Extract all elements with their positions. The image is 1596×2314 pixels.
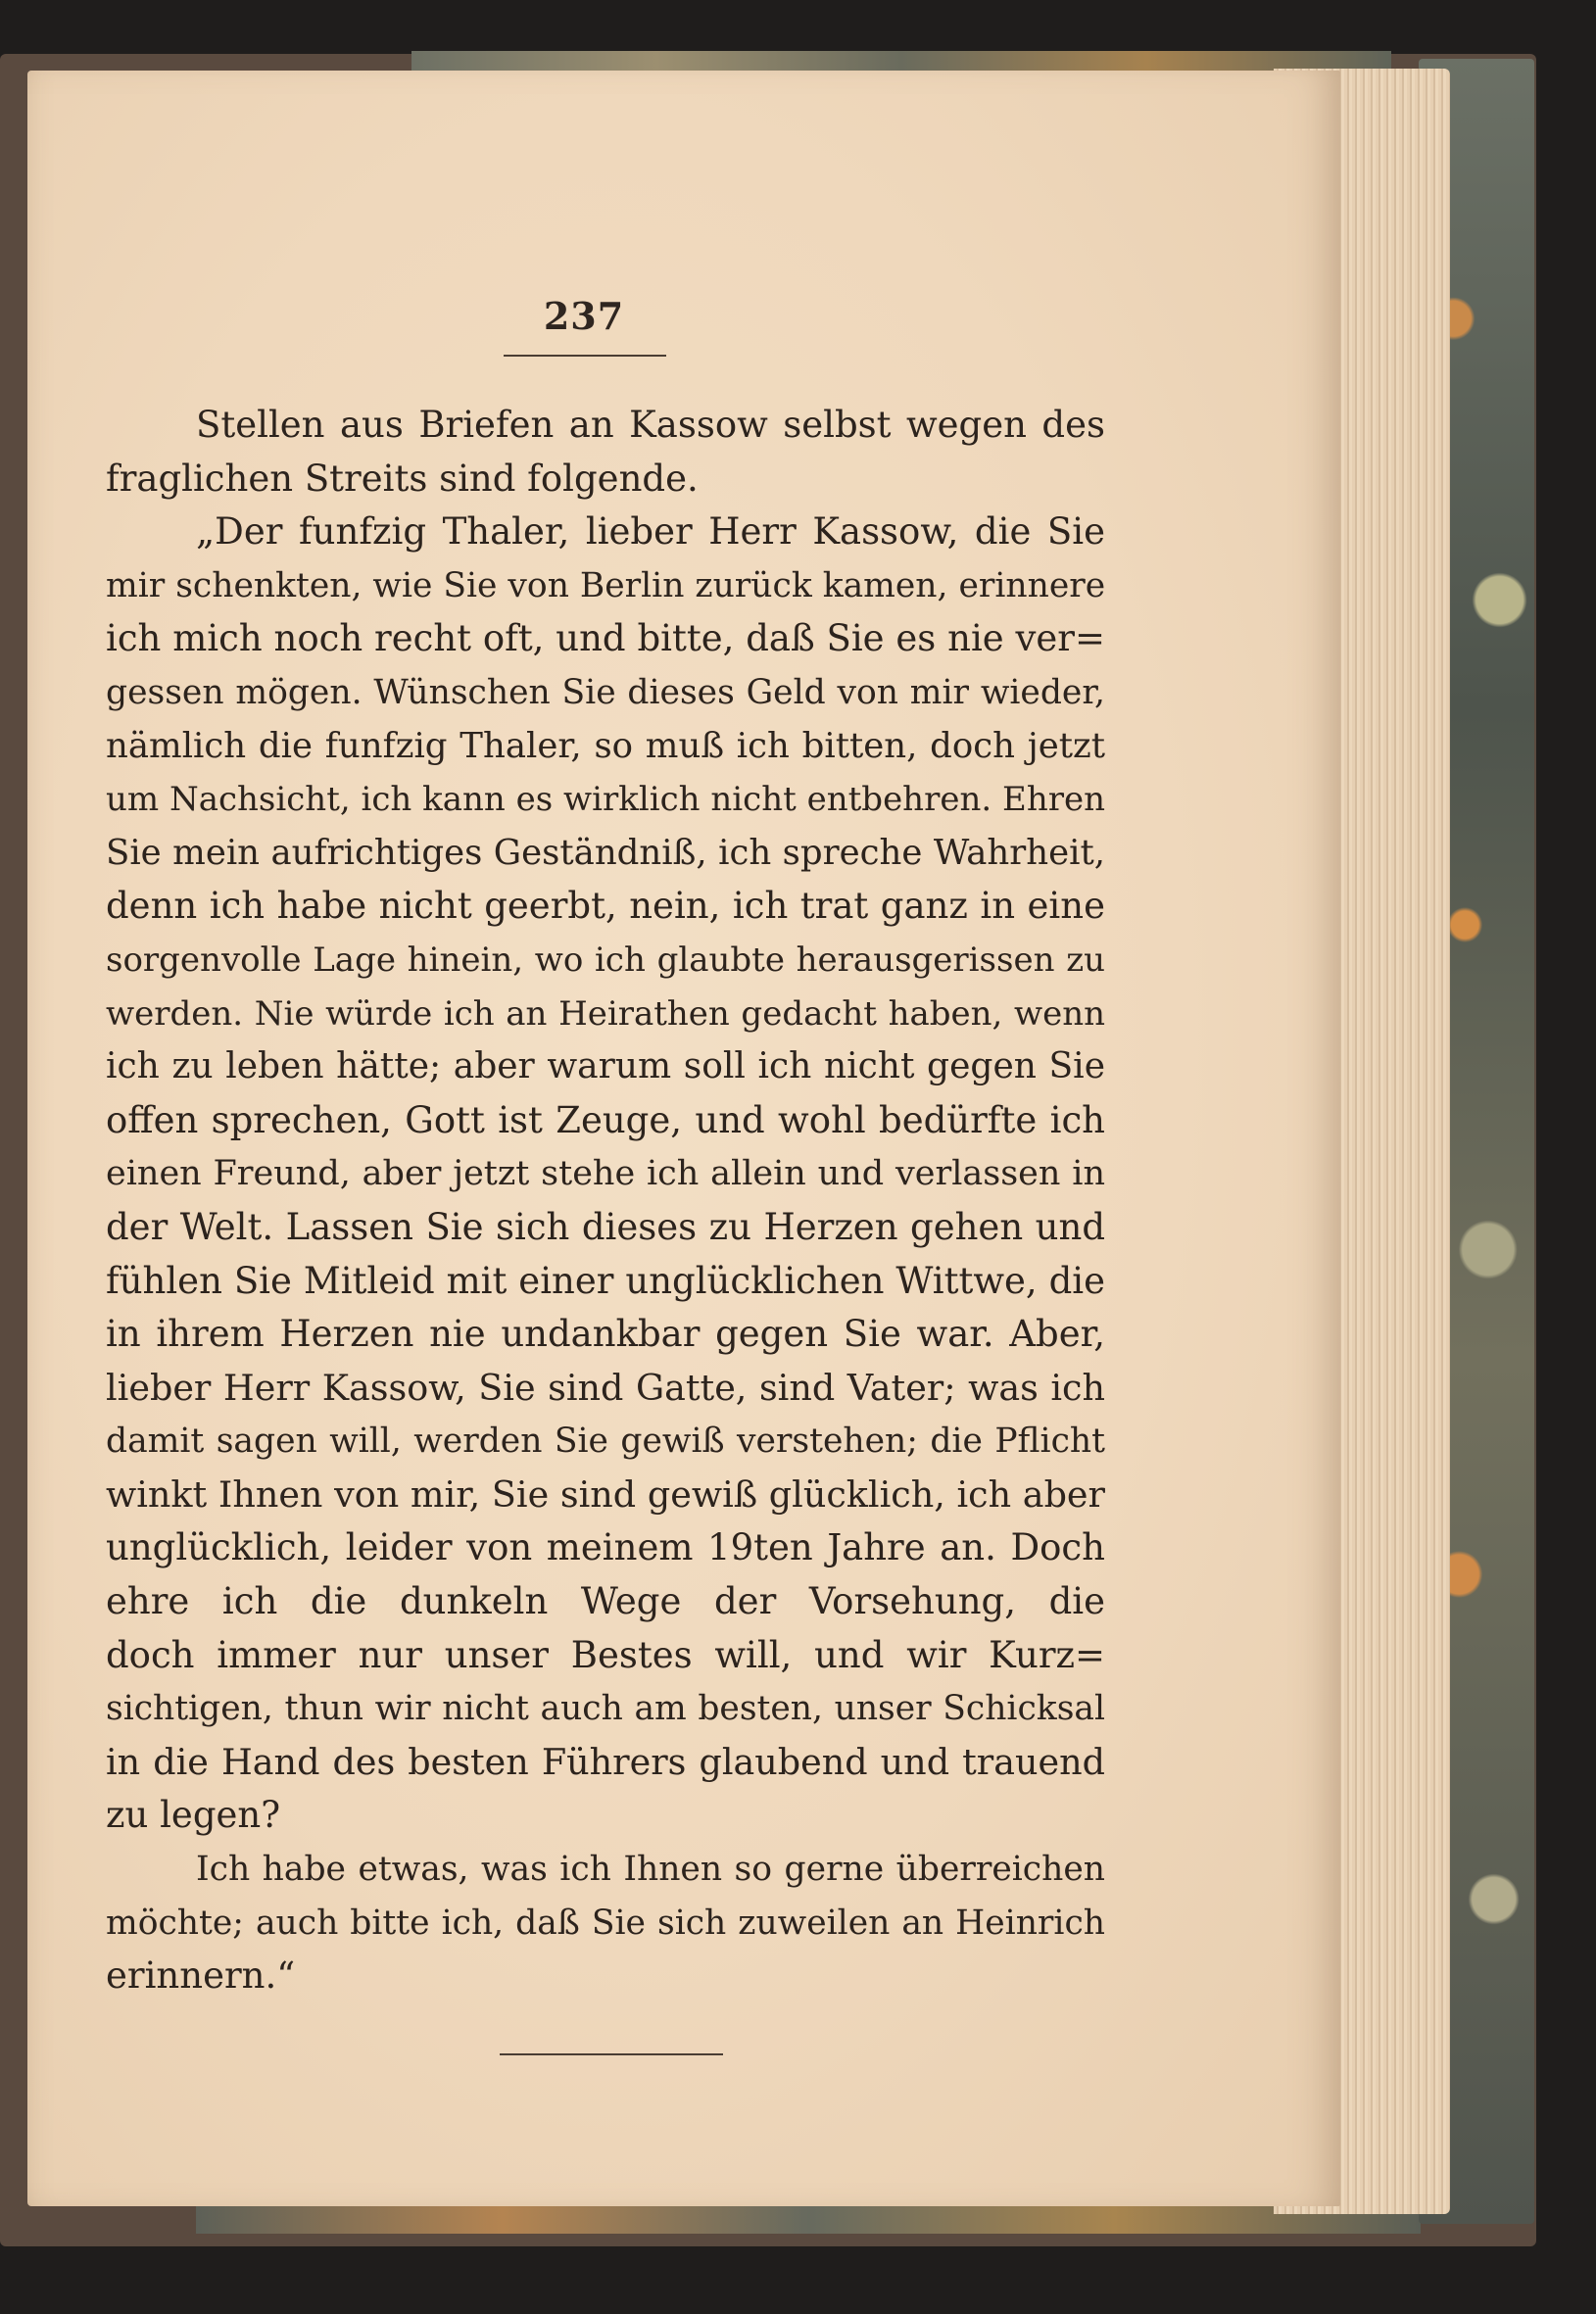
text-line: in die Hand des besten Führers glaubend und trauend	[106, 1740, 1105, 1783]
body-text	[106, 399, 1105, 2003]
text-line: ich mich noch recht oft, und bitte, daß Sie es nie ver=	[106, 617, 1105, 660]
header-rule	[504, 355, 666, 357]
text-line: damit sagen will, werden Sie gewiß verstehen; die Pflicht	[106, 1422, 1105, 1462]
text-line: sorgenvolle Lage hinein, wo ich glaubte herausgerissen zu	[106, 940, 1105, 980]
text-line: ehre ich die dunkeln Wege der Vorsehung, die	[106, 1580, 1105, 1623]
text-line: Stellen aus Briefen an Kassow selbst wegen des	[196, 404, 1105, 446]
text-line: möchte; auch bitte ich, daß Sie sich zuweilen an Heinrich	[106, 1903, 1105, 1943]
text-line: „Der funfzig Thaler, lieber Herr Kassow, die Sie	[196, 510, 1105, 554]
text-line: fraglichen Streits sind folgende.	[106, 457, 699, 500]
text-line: gessen mögen. Wünschen Sie dieses Geld von mir wieder,	[106, 672, 1105, 712]
text-line: denn ich habe nicht geerbt, nein, ich trat ganz in eine	[106, 885, 1105, 928]
section-end-rule	[500, 2053, 723, 2055]
text-line: Ich habe etwas, was ich Ihnen so gerne überreichen	[196, 1850, 1105, 1890]
text-line: Sie mein aufrichtiges Geständniß, ich spreche Wahrheit,	[106, 832, 1105, 873]
text-line: in ihrem Herzen nie undankbar gegen Sie war. Aber,	[106, 1313, 1105, 1356]
marbled-edge-bottom	[196, 2204, 1421, 2234]
text-line: um Nachsicht, ich kann es wirklich nicht entbehren. Ehren	[106, 780, 1105, 820]
book-page	[27, 71, 1340, 2206]
text-line: ich zu leben hätte; aber warum soll ich nicht gegen Sie	[106, 1046, 1105, 1087]
text-line: fühlen Sie Mitleid mit einer unglücklichen Wittwe, die	[106, 1259, 1105, 1302]
text-line: doch immer nur unser Bestes will, und wir Kurz=	[106, 1633, 1105, 1676]
text-line: erinnern.“	[106, 1954, 296, 1998]
text-line: der Welt. Lassen Sie sich dieses zu Herzen gehen und	[106, 1205, 1105, 1248]
text-line: offen sprechen, Gott ist Zeuge, und wohl bedürfte ich	[106, 1098, 1105, 1141]
text-line: sichtigen, thun wir nicht auch am besten, unser Schicksal	[106, 1689, 1105, 1729]
text-line: unglücklich, leider von meinem 19ten Jahre an. Doch	[106, 1526, 1105, 1569]
text-line: mir schenkten, wie Sie von Berlin zurück kamen, erinnere	[106, 565, 1106, 605]
text-line: werden. Nie würde ich an Heirathen gedacht haben, wenn	[106, 993, 1105, 1034]
text-line: winkt Ihnen von mir, Sie sind gewiß glücklich, ich aber	[106, 1472, 1105, 1516]
text-line: nämlich die funfzig Thaler, so muß ich bitten, doch jetzt	[106, 725, 1105, 766]
text-line: zu legen?	[106, 1794, 281, 1837]
page-number: 237	[543, 294, 625, 338]
text-line: einen Freund, aber jetzt stehe ich allein und verlassen in	[106, 1154, 1105, 1194]
text-line: lieber Herr Kassow, Sie sind Gatte, sind Vater; was ich	[106, 1366, 1105, 1409]
